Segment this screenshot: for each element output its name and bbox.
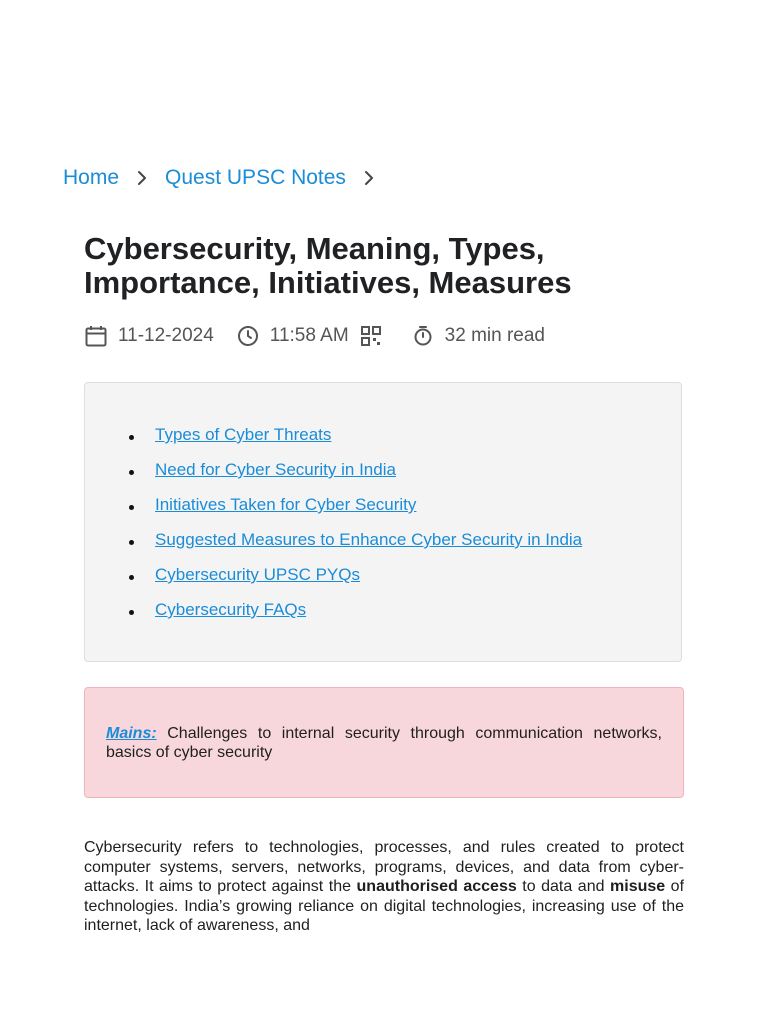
read-time: 32 min read xyxy=(444,325,545,346)
breadcrumb-quest-notes-link[interactable]: Quest UPSC Notes xyxy=(165,166,346,189)
article-date: 11-12-2024 xyxy=(118,325,214,346)
syllabus-topics: Challenges to internal security through communication networks, basics of cyber security xyxy=(106,725,662,761)
read-time-meta xyxy=(411,324,545,348)
syllabus-text xyxy=(106,724,662,762)
toc-link-upsc-pyqs[interactable]: Cybersecurity UPSC PYQs xyxy=(155,565,360,584)
toc-link-suggested-measures[interactable]: Suggested Measures to Enhance Cyber Security in India xyxy=(155,530,583,549)
calendar-icon xyxy=(84,324,108,348)
date-meta xyxy=(84,324,214,348)
article-time: 11:58 AM xyxy=(269,325,349,346)
mains-link[interactable]: Mains: xyxy=(106,725,157,742)
intro-bold-text: unauthorised access xyxy=(356,878,517,895)
article-meta xyxy=(84,324,545,348)
toc-link-types-of-cyber-threats[interactable]: Types of Cyber Threats xyxy=(155,425,332,444)
breadcrumb-home-link[interactable]: Home xyxy=(63,166,120,189)
table-of-contents xyxy=(84,382,682,662)
stopwatch-icon xyxy=(411,324,435,348)
intro-paragraph xyxy=(84,838,684,934)
toc-link-initiatives[interactable]: Initiatives Taken for Cyber Security xyxy=(155,495,417,514)
intro-bold-text: misuse xyxy=(610,878,666,895)
syllabus-box xyxy=(84,687,684,798)
toc-link-need-for-cyber-security[interactable]: Need for Cyber Security in India xyxy=(155,460,396,479)
intro-text: Cybersecurity refers to technologies, processes, and rules created to protect computer systems, servers, networks, programs, devices, and data from cyber-attacks. It aims to protect against the xyxy=(84,839,684,895)
intro-text: to data and xyxy=(516,878,611,895)
page-title: Cybersecurity, Meaning, Types, Importance, Initiatives, Measures xyxy=(84,231,572,300)
chevron-right-icon xyxy=(360,169,378,187)
chevron-right-icon xyxy=(133,169,151,187)
qr-code-icon[interactable] xyxy=(359,324,383,348)
toc-link-faqs[interactable]: Cybersecurity FAQs xyxy=(155,600,307,619)
intro-text: of technologies. India’s growing reliance on digital technologies, increasing use of the internet, lack of awareness, and xyxy=(84,878,684,934)
time-meta xyxy=(236,324,349,348)
breadcrumb xyxy=(63,166,392,190)
clock-icon xyxy=(236,324,260,348)
